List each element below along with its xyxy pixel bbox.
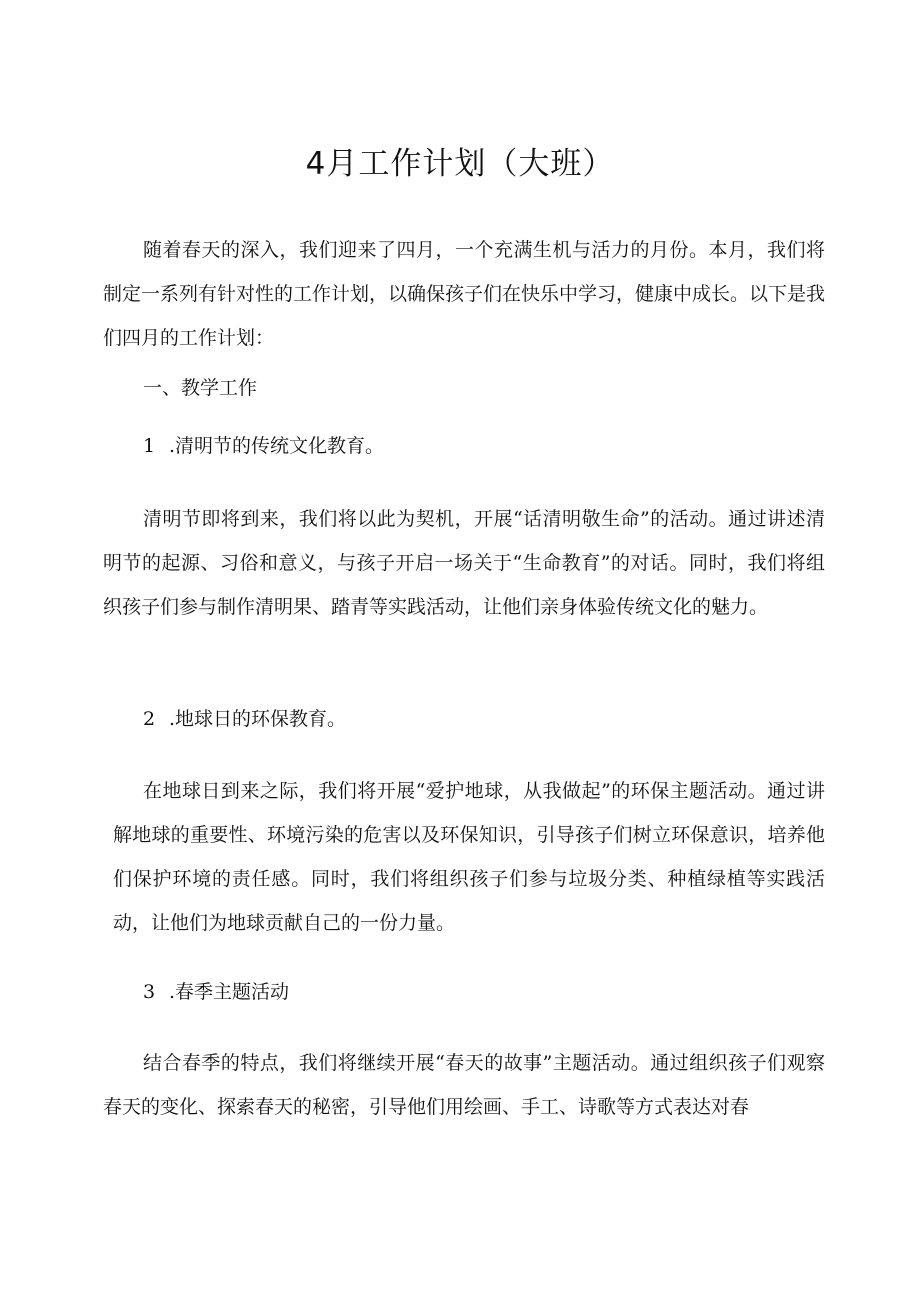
item-number: 1 (143, 435, 156, 457)
document-title: 4月工作计划（大班） (305, 146, 615, 182)
paragraph-qingming: 清明节即将到来，我们将以此为契机，开展“话清明敬生命”的活动。通过讲述清明节的起源、习俗和意义，与孩子开启一场关于“生命教育”的对话。同时，我们将组织孩子们参与制作清明果、踏青等实践活动，让他们亲身体验传统文化的魅力。 (103, 508, 825, 618)
item-heading-earth-day (143, 704, 823, 734)
section-heading-teaching: 一、教学工作 (143, 377, 258, 399)
paragraph-spring: 结合春季的特点，我们将继续开展“春天的故事”主题活动。通过组织孩子们观察春天的变化、探索春天的秘密，引导他们用绘画、手工、诗歌等方式表达对春 (103, 1052, 825, 1118)
item-heading-qingming (143, 431, 823, 461)
item-title: .春季主题活动 (169, 981, 290, 1003)
item-number: 3 (143, 981, 156, 1003)
item-heading-spring (143, 977, 823, 1007)
paragraph-earth-day: 在地球日到来之际，我们将开展“爱护地球，从我做起”的环保主题活动。通过讲解地球的重要性、环境污染的危害以及环保知识，引导孩子们树立环保意识，培养他们保护环境的责任感。同时，我们将组织孩子们参与垃圾分类、种植绿植等实践活动，让他们为地球贡献自己的一份力量。 (113, 780, 825, 934)
intro-paragraph: 随着春天的深入，我们迎来了四月，一个充满生机与活力的月份。本月，我们将制定一系列有针对性的工作计划，以确保孩子们在快乐中学习，健康中成长。以下是我们四月的工作计划： (103, 239, 826, 349)
item-title: .地球日的环保教育。 (169, 708, 347, 730)
item-number: 2 (143, 708, 156, 730)
item-title: .清明节的传统文化教育。 (169, 435, 385, 457)
